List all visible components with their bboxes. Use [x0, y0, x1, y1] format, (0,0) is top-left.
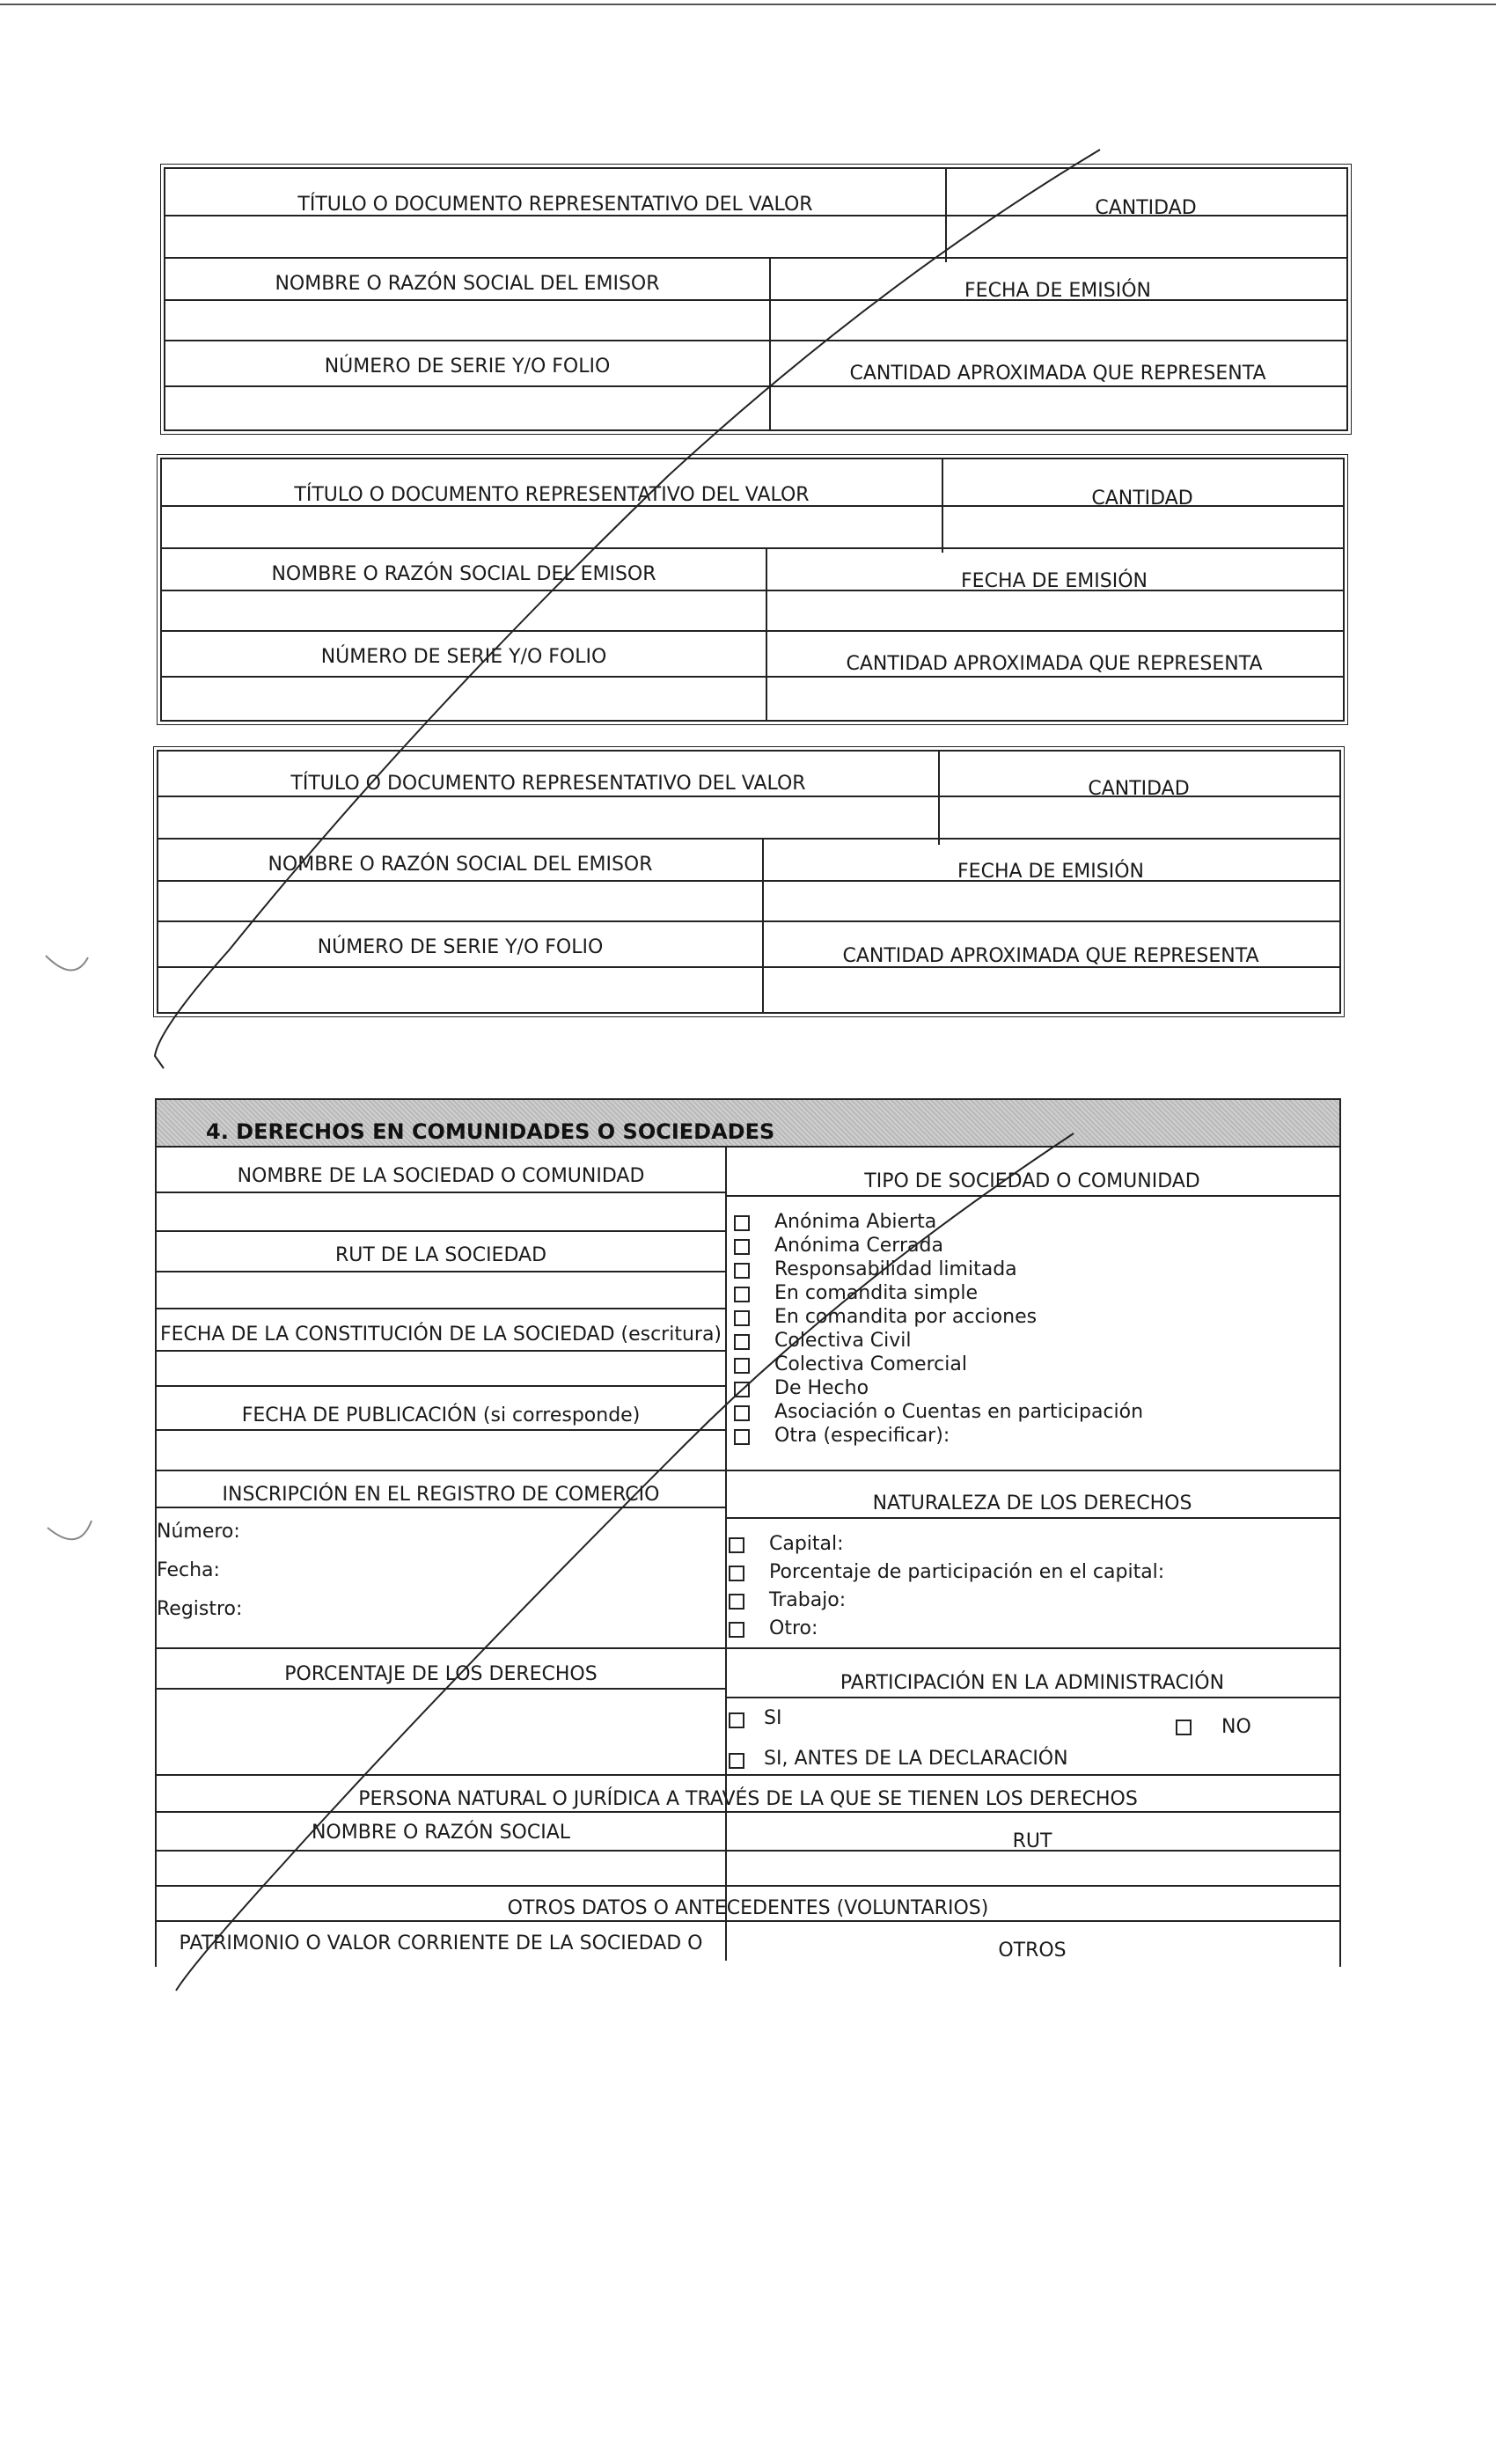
row-divider: [157, 1385, 725, 1387]
rut-label: RUT: [1012, 1830, 1052, 1852]
row-divider: [157, 1850, 1339, 1852]
nombre-sociedad-label: NOMBRE DE LA SOCIEDAD O COMUNIDAD: [237, 1165, 645, 1187]
numero-label: Número:: [157, 1521, 240, 1543]
row-divider: [165, 215, 1346, 216]
option-checkbox[interactable]: [729, 1594, 744, 1610]
row-divider: [158, 796, 1339, 797]
row-divider: [158, 880, 1339, 882]
row-divider: [157, 1470, 1339, 1471]
option-checkbox[interactable]: [734, 1382, 750, 1397]
option-checkbox[interactable]: [734, 1334, 750, 1350]
option-label: Anónima Abierta: [774, 1211, 937, 1233]
row-divider: [157, 1647, 1339, 1649]
si-label: SI: [764, 1707, 782, 1729]
section-header: [157, 1100, 1339, 1148]
titulo-label: TÍTULO O DOCUMENTO REPRESENTATIVO DEL VALOR: [297, 194, 813, 216]
binder-hole-mark: [48, 1521, 92, 1539]
option-checkbox[interactable]: [734, 1287, 750, 1302]
row-divider: [157, 1192, 725, 1193]
row-divider: [158, 966, 1339, 968]
row-divider: [157, 1774, 1339, 1776]
nombre-razon-label: NOMBRE O RAZÓN SOCIAL: [311, 1822, 571, 1844]
option-label: Responsabilidad limitada: [774, 1258, 1017, 1280]
page-top-rule: [0, 4, 1496, 5]
tipo-sociedad-label: TIPO DE SOCIEDAD O COMUNIDAD: [864, 1170, 1200, 1192]
participacion-label: PARTICIPACIÓN EN LA ADMINISTRACIÓN: [840, 1672, 1225, 1694]
naturaleza-label: NATURALEZA DE LOS DERECHOS: [872, 1492, 1192, 1514]
row-divider: [162, 630, 1343, 632]
row-divider: [158, 920, 1339, 922]
row-divider: [157, 1308, 725, 1309]
rut-sociedad-label: RUT DE LA SOCIEDAD: [334, 1244, 547, 1266]
option-checkbox[interactable]: [729, 1566, 744, 1581]
row-divider: [162, 547, 1343, 549]
titulo-label: TÍTULO O DOCUMENTO REPRESENTATIVO DEL VALOR: [290, 773, 806, 795]
row-divider: [165, 340, 1346, 341]
option-label: Capital:: [769, 1533, 844, 1555]
emisor-label: NOMBRE O RAZÓN SOCIAL DEL EMISOR: [268, 854, 653, 876]
fecha-label: Fecha:: [157, 1559, 220, 1581]
option-label: En comandita simple: [774, 1282, 979, 1304]
no-checkbox[interactable]: [1176, 1720, 1192, 1735]
patrimonio-label: PATRIMONIO O VALOR CORRIENTE DE LA SOCIEDAD O: [179, 1932, 703, 1954]
no-label: NO: [1221, 1716, 1251, 1738]
option-checkbox[interactable]: [734, 1405, 750, 1421]
fecha-emision-label: FECHA DE EMISIÓN: [964, 280, 1151, 302]
cantidad-aprox-label: CANTIDAD APROXIMADA QUE REPRESENTA: [849, 363, 1266, 385]
option-label: Otro:: [769, 1617, 818, 1639]
row-divider: [165, 299, 1346, 301]
porcentaje-label: PORCENTAJE DE LOS DERECHOS: [284, 1663, 598, 1685]
section-title: 4. DERECHOS EN COMUNIDADES O SOCIEDADES: [206, 1119, 775, 1144]
row-divider: [157, 1920, 1339, 1922]
row-divider: [165, 385, 1346, 387]
option-label: Colectiva Comercial: [774, 1353, 967, 1375]
option-checkbox[interactable]: [734, 1310, 750, 1326]
cantidad-label: CANTIDAD: [1088, 778, 1190, 800]
serie-label: NÚMERO DE SERIE Y/O FOLIO: [324, 356, 611, 378]
fecha-emision-label: FECHA DE EMISIÓN: [961, 570, 1148, 592]
row-divider: [725, 1517, 1339, 1519]
serie-label: NÚMERO DE SERIE Y/O FOLIO: [317, 936, 604, 958]
cantidad-label: CANTIDAD: [1095, 197, 1197, 219]
option-checkbox[interactable]: [734, 1429, 750, 1445]
option-label: Trabajo:: [769, 1589, 847, 1611]
emisor-label: NOMBRE O RAZÓN SOCIAL DEL EMISOR: [271, 563, 656, 585]
row-divider: [162, 590, 1343, 591]
row-divider: [157, 1429, 725, 1431]
row-divider: [157, 1230, 725, 1232]
otros-datos-label: OTROS DATOS O ANTECEDENTES (VOLUNTARIOS): [507, 1897, 989, 1919]
row-divider: [165, 257, 1346, 259]
emisor-label: NOMBRE O RAZÓN SOCIAL DEL EMISOR: [275, 273, 660, 295]
option-label: Asociación o Cuentas en participación: [774, 1401, 1144, 1423]
row-divider: [157, 1811, 1339, 1813]
option-label: Porcentaje de participación en el capital:: [769, 1561, 1165, 1583]
si-antes-checkbox[interactable]: [729, 1753, 744, 1769]
option-checkbox[interactable]: [729, 1537, 744, 1553]
cantidad-aprox-label: CANTIDAD APROXIMADA QUE REPRESENTA: [842, 945, 1259, 967]
cantidad-label: CANTIDAD: [1091, 488, 1193, 510]
option-checkbox[interactable]: [734, 1358, 750, 1374]
otros-label: OTROS: [998, 1940, 1067, 1962]
row-divider: [725, 1195, 1339, 1197]
option-checkbox[interactable]: [734, 1263, 750, 1279]
section-derechos-sociedades: [155, 1098, 1341, 1967]
row-divider: [162, 505, 1343, 507]
option-checkbox[interactable]: [734, 1239, 750, 1255]
serie-label: NÚMERO DE SERIE Y/O FOLIO: [320, 646, 607, 668]
row-divider: [725, 1697, 1339, 1698]
option-checkbox[interactable]: [734, 1215, 750, 1231]
titulo-label: TÍTULO O DOCUMENTO REPRESENTATIVO DEL VALOR: [294, 484, 810, 506]
option-label: Colectiva Civil: [774, 1330, 912, 1352]
fecha-constitucion-label: FECHA DE LA CONSTITUCIÓN DE LA SOCIEDAD (escritura): [159, 1324, 722, 1346]
row-divider: [157, 1350, 725, 1352]
row-divider: [157, 1507, 725, 1508]
fecha-publicacion-label: FECHA DE PUBLICACIÓN (si corresponde): [241, 1404, 641, 1426]
valor-block-1: [164, 167, 1348, 431]
row-divider: [162, 676, 1343, 678]
fecha-emision-label: FECHA DE EMISIÓN: [957, 861, 1144, 883]
row-divider: [158, 838, 1339, 840]
valor-block-3: [157, 750, 1341, 1014]
row-divider: [157, 1885, 1339, 1887]
option-label: En comandita por acciones: [774, 1306, 1038, 1328]
valor-block-2: [160, 458, 1345, 722]
si-checkbox[interactable]: [729, 1712, 744, 1728]
cantidad-aprox-label: CANTIDAD APROXIMADA QUE REPRESENTA: [846, 653, 1263, 675]
registro-label: Registro:: [157, 1598, 243, 1620]
option-label: Anónima Cerrada: [774, 1235, 943, 1257]
option-checkbox[interactable]: [729, 1622, 744, 1638]
inscripcion-label: INSCRIPCIÓN EN EL REGISTRO DE COMERCIO: [222, 1484, 660, 1506]
si-antes-label: SI, ANTES DE LA DECLARACIÓN: [764, 1748, 1068, 1770]
row-divider: [157, 1688, 725, 1690]
option-label: Otra (especificar):: [774, 1425, 950, 1447]
option-label: De Hecho: [774, 1377, 869, 1399]
persona-label: PERSONA NATURAL O JURÍDICA A TRAVÉS DE LA QUE SE TIENEN LOS DERECHOS: [358, 1788, 1138, 1810]
row-divider: [157, 1271, 725, 1272]
binder-hole-mark: [46, 956, 88, 971]
